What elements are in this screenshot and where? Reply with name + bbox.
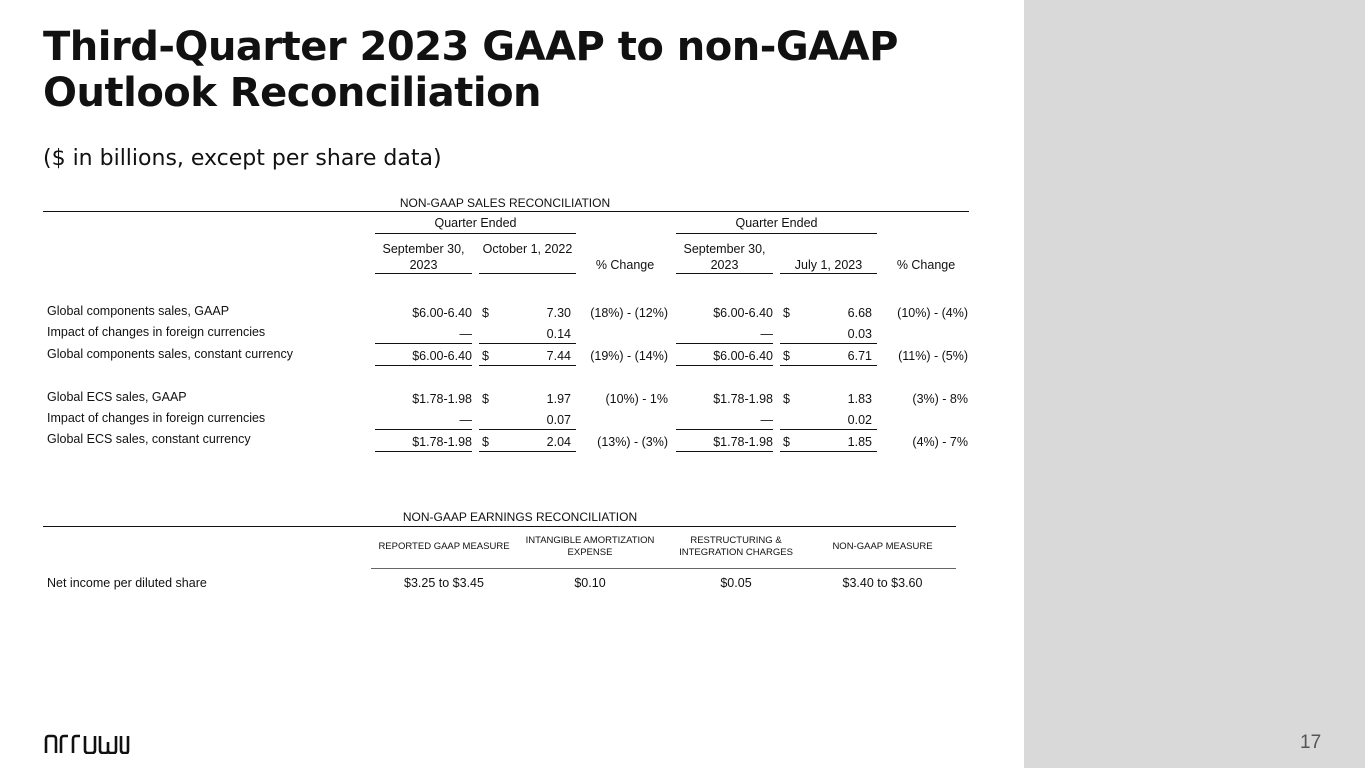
total-rule [479,365,576,366]
cell-sep30-left: $6.00-6.40 [412,306,472,320]
sales-top-rule [43,211,969,212]
subtotal-rule [479,429,576,430]
cell-pct-left: (19%) - (14%) [590,349,668,363]
cell-pct-right: (10%) - (4%) [897,306,968,320]
cell-restructuring: $0.05 [720,576,752,590]
col-reported: REPORTED GAAP MEASURE [378,541,510,552]
earnings-heading: NON-GAAP EARNINGS RECONCILIATION [402,510,638,524]
cell-pct-right: (3%) - 8% [912,392,968,406]
cell-pct-right: (11%) - (5%) [898,349,968,363]
total-rule [375,451,472,452]
cell-intangible: $0.10 [574,576,606,590]
cell-jul1: 6.71 [847,349,872,363]
cell-oct1: 1.97 [546,392,571,406]
cell-sep30-right: $6.00-6.40 [713,306,773,320]
header-underline [479,273,576,274]
sales-heading: NON-GAAP SALES RECONCILIATION [399,196,611,210]
row-label: Global components sales, constant currency [47,347,293,361]
group-header-right: Quarter Ended [735,216,818,230]
cell-sep30-right: — [760,327,773,341]
subtotal-rule [479,343,576,344]
cell-oct1: 0.07 [546,413,571,427]
header-underline [676,273,773,274]
group-header-left: Quarter Ended [434,216,517,230]
group-rule-left [375,233,576,234]
cell-oct1: 0.14 [546,327,571,341]
total-rule [676,451,773,452]
cell-currency: $ [783,392,790,406]
cell-currency: $ [783,435,790,449]
cell-oct1: 2.04 [546,435,571,449]
cell-currency: $ [783,349,790,363]
cell-currency: $ [482,435,489,449]
header-underline [780,273,877,274]
total-rule [780,365,877,366]
earnings-header-rule [371,568,956,569]
slide-title: Third-Quarter 2023 GAAP to non-GAAP Outlook Reconciliation [43,24,898,116]
cell-sep30-left: — [459,327,472,341]
page-number: 17 [1300,732,1322,753]
col-restructuring: RESTRUCTURING & INTEGRATION CHARGES [679,535,793,558]
row-label: Net income per diluted share [47,576,207,590]
col-sep30-left: September 30, 2023 [382,242,465,272]
cell-jul1: 1.83 [847,392,872,406]
cell-reported: $3.25 to $3.45 [404,576,484,590]
total-rule [479,451,576,452]
col-intangible: INTANGIBLE AMORTIZATION EXPENSE [525,535,655,558]
cell-sep30-left: — [459,413,472,427]
col-pct-left: % Change [595,258,655,272]
subtotal-rule [780,343,877,344]
row-label: Global components sales, GAAP [47,304,230,318]
subtotal-rule [676,429,773,430]
cell-jul1: 0.02 [847,413,872,427]
col-nongaap: NON-GAAP MEASURE [832,541,933,552]
row-label: Impact of changes in foreign currencies [47,411,266,425]
row-label: Global ECS sales, GAAP [47,390,187,404]
total-rule [676,365,773,366]
row-label: Impact of changes in foreign currencies [47,325,266,339]
cell-currency: $ [482,392,489,406]
col-pct-right: % Change [896,258,956,272]
cell-jul1: 6.68 [847,306,872,320]
subtotal-rule [780,429,877,430]
group-rule-right [676,233,877,234]
row-label: Global ECS sales, constant currency [47,432,251,446]
subtotal-rule [375,429,472,430]
cell-sep30-left: $6.00-6.40 [412,349,472,363]
col-jul1: July 1, 2023 [794,258,863,272]
cell-sep30-right: — [760,413,773,427]
cell-sep30-right: $6.00-6.40 [713,349,773,363]
cell-pct-left: (10%) - 1% [605,392,668,406]
cell-currency: $ [482,306,489,320]
cell-sep30-left: $1.78-1.98 [412,435,472,449]
total-rule [780,451,877,452]
subtotal-rule [375,343,472,344]
cell-pct-right: (4%) - 7% [912,435,968,449]
side-panel [1024,0,1365,768]
cell-oct1: 7.44 [546,349,571,363]
cell-pct-left: (18%) - (12%) [590,306,668,320]
arrow-logo [44,734,130,754]
cell-sep30-right: $1.78-1.98 [713,435,773,449]
col-oct1: October 1, 2022 [482,242,573,256]
cell-jul1: 0.03 [847,327,872,341]
cell-currency: $ [783,306,790,320]
header-underline [375,273,472,274]
cell-nongaap: $3.40 to $3.60 [842,576,923,590]
slide-subtitle: ($ in billions, except per share data) [43,146,442,171]
subtotal-rule [676,343,773,344]
col-sep30-right: September 30, 2023 [683,242,766,272]
cell-pct-left: (13%) - (3%) [597,435,668,449]
total-rule [375,365,472,366]
cell-sep30-right: $1.78-1.98 [713,392,773,406]
earnings-top-rule [43,526,956,527]
cell-sep30-left: $1.78-1.98 [412,392,472,406]
cell-jul1: 1.85 [847,435,872,449]
cell-currency: $ [482,349,489,363]
cell-oct1: 7.30 [546,306,571,320]
